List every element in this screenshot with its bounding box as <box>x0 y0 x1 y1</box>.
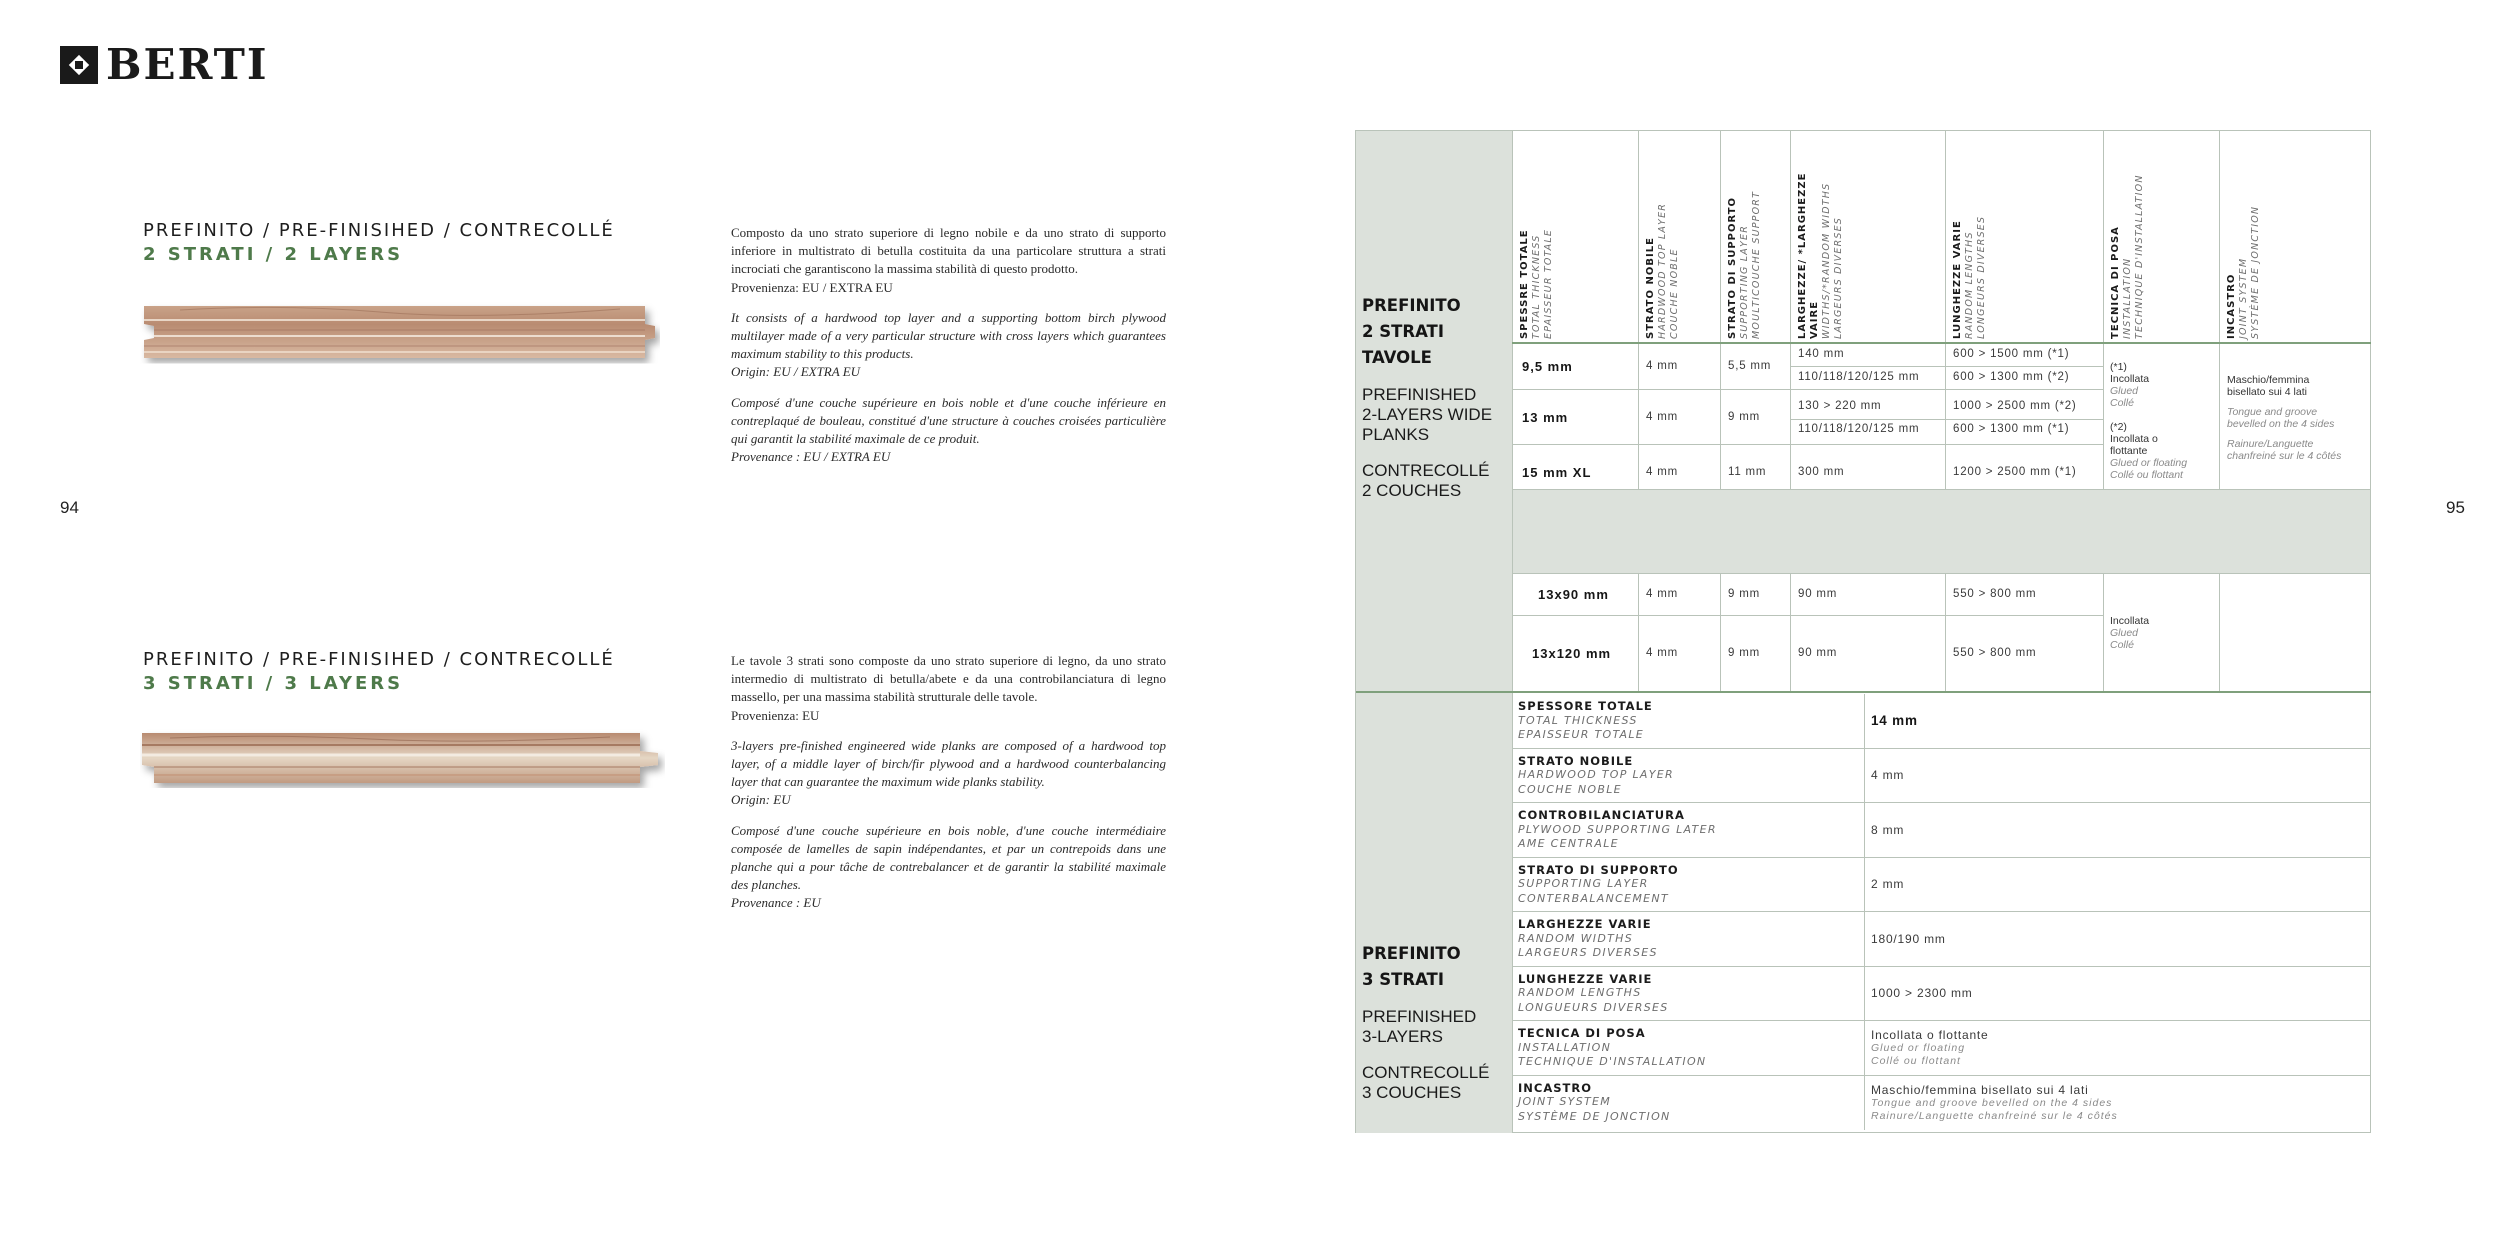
product-2-text-fr: Composé d'une couche supérieure en bois noble, d'une couche intermédiaire composée de lamelles de sapin indépendantes, et par un contrepoids dans une planche qui a pour tâche de contrebalancer et de garantir la stabilité maximale des planches. <box>731 822 1166 893</box>
col-header-joint-label: INCASTRO <box>2226 273 2237 339</box>
t3-row1-value <box>1864 694 2370 748</box>
col-header-lengths-label: LUNGHEZZE VARIE <box>1952 220 1963 339</box>
col-header-support-label: STRATO DI SUPPORTO <box>1727 196 1738 339</box>
install-note-2-ref: (*2) <box>2110 421 2127 433</box>
t3-row5-en: RANDOM WIDTHS <box>1518 931 1633 945</box>
side-3-fr-1: CONTRECOLLÉ <box>1362 1063 1490 1082</box>
t3-row3-label: CONTROBILANCIATURA <box>1518 808 1685 822</box>
t3-row5-value-text: 180/190 mm <box>1871 931 1946 946</box>
page-number-left: 94 <box>60 498 79 517</box>
product-1-title-text: PREFINITO / PRE-FINISIHED / CONTRECOLLÉ <box>143 220 615 241</box>
t3-row7-value-it: Incollata o flottante <box>1871 1027 1989 1042</box>
t3-row8-en: JOINT SYSTEM <box>1518 1095 1612 1108</box>
t3-row7-value-fr: Collé ou flottant <box>1871 1054 1961 1067</box>
install-note-1-it: Incollata <box>2110 373 2150 385</box>
row2-width-2: 110/118/120/125 mm <box>1798 423 1920 435</box>
plank-2-layers-image <box>140 300 660 366</box>
product-1-description <box>731 224 1166 466</box>
install-note-3-it: Incollata <box>2110 615 2150 627</box>
product-2-origin-it: Provenienza: EU <box>731 707 820 723</box>
table3-row-total-thickness <box>1512 694 2370 749</box>
col-header-widths-label-2: VAIRE <box>1809 300 1820 339</box>
row3-length: 1200 > 2500 mm (*1) <box>1953 466 2077 478</box>
row2-support: 9 mm <box>1728 411 1760 423</box>
side-3-title-1: PREFINITO <box>1362 944 1461 963</box>
install-note-1-en: Glued <box>2110 385 2139 397</box>
side-3-en <box>1362 1007 1506 1047</box>
col-header-widths-en: WIDTHS/*RANDOM WIDTHS <box>1821 182 1832 339</box>
col-header-top-layer-fr: COUCHE NOBLE <box>1669 248 1680 339</box>
t3-row6-en: RANDOM LENGTHS <box>1518 986 1642 999</box>
product-1-subtitle: 2 STRATI / 2 LAYERS <box>143 244 404 265</box>
t3-row8-value-it: Maschio/femmina bisellato sui 4 lati <box>1871 1082 2089 1097</box>
t3-row7-value-en: Glued or floating <box>1871 1041 1966 1054</box>
col-header-widths-fr: LARGEURS DIVERSES <box>1833 216 1844 339</box>
row3-thickness: 15 mm XL <box>1522 465 1592 480</box>
col-header-installation-label: TECNICA DI POSA <box>2110 226 2121 339</box>
table3-row-lengths <box>1512 967 2370 1022</box>
col-header-support <box>1720 131 1790 343</box>
t3-row6-value <box>1864 967 2370 1021</box>
row5-length: 550 > 800 mm <box>1953 647 2037 659</box>
t3-row3-fr: AME CENTRALE <box>1518 837 1619 850</box>
row1-top-layer: 4 mm <box>1646 360 1678 372</box>
row3-top-layer: 4 mm <box>1646 466 1678 478</box>
col-header-support-en: SUPPORTING LAYER <box>1739 224 1750 339</box>
install-note-2-it2: flottante <box>2110 445 2148 457</box>
side-2-fr <box>1362 461 1506 501</box>
col-header-top-layer-label: STRATO NOBILE <box>1645 237 1656 339</box>
col-header-total-thickness <box>1512 131 1638 343</box>
t3-row7-value <box>1864 1021 2370 1075</box>
t3-row1-value-text: 14 mm <box>1871 713 1918 729</box>
product-1-origin-it: Provenienza: EU / EXTRA EU <box>731 279 893 295</box>
product-2-origin-fr: Provenance : EU <box>731 895 821 911</box>
joint-note-it: Maschio/femmina <box>2227 374 2310 386</box>
t3-row4-fr: CONTERBALANCEMENT <box>1518 891 1669 905</box>
t3-row6-label: LUNGHEZZE VARIE <box>1518 971 1653 986</box>
col-header-top-layer <box>1638 131 1720 343</box>
t3-row6-value-text: 1000 > 2300 mm <box>1871 986 1973 1001</box>
col-header-widths <box>1790 131 1945 343</box>
table-spacer-band <box>1513 490 2370 573</box>
t3-row4-label: STRATO DI SUPPORTO <box>1518 862 1679 877</box>
berti-logo-mark-icon <box>60 46 98 84</box>
plank-3-layers-image <box>140 727 665 793</box>
install-note-3-fr: Collé <box>2110 639 2134 651</box>
side-2-en-2: 2-LAYERS WIDE <box>1362 405 1493 424</box>
col-header-installation-fr: TECHNIQUE D'INSTALLATION <box>2134 174 2145 339</box>
t3-row6-fr: LONGUEURS DIVERSES <box>1518 1000 1669 1014</box>
side-3-en-2: 3-LAYERS <box>1362 1027 1443 1046</box>
t3-row4-value-text: 2 mm <box>1871 877 1905 892</box>
col-header-joint-en: JOINT SYSTEM <box>2238 257 2249 339</box>
table3-row-widths <box>1512 912 2370 967</box>
product-1-title <box>143 219 615 267</box>
table-2-strati-side <box>1356 131 1512 691</box>
side-2-fr-1: CONTRECOLLÉ <box>1362 461 1490 480</box>
t3-row2-value-text: 4 mm <box>1871 768 1905 783</box>
t3-row1-en: TOTAL THICKNESS <box>1518 713 1638 727</box>
t3-row3-en: PLYWOOD SUPPORTING LATER <box>1518 822 1717 836</box>
product-2-text-en: 3-layers pre-finished engineered wide planks are composed of a hardwood top layer, of a middle layer of birch/fir plywood and a hardwood counterbalancing layer that can guarantee the maximum wide planks stability. <box>731 737 1166 790</box>
side-2-title-2: 2 STRATI TAVOLE <box>1362 322 1444 367</box>
t3-row5-value <box>1864 912 2370 966</box>
row1-length-2: 600 > 1300 mm (*2) <box>1953 371 2070 383</box>
t3-row2-value <box>1864 749 2370 803</box>
col-header-joint <box>2219 131 2371 343</box>
product-2-origin-en: Origin: EU <box>731 792 791 808</box>
side-3-fr <box>1362 1063 1506 1103</box>
row1-width-1: 140 mm <box>1798 348 1845 360</box>
col-header-support-fr: MOULTICOUCHE SUPPORT <box>1751 190 1762 339</box>
product-1-text-it: Composto da uno strato superiore di legno nobile e da uno strato di supporto inferiore in multistrato di betulla costituita da una particolare struttura a strati incrociati che garantiscono la massima stabilità di questo prodotto. <box>731 225 1166 277</box>
install-note-3-en: Glued <box>2110 627 2139 639</box>
t3-row7-fr: TECHNIQUE D'INSTALLATION <box>1518 1055 1707 1068</box>
t3-row5-fr: LARGEURS DIVERSES <box>1518 946 1658 959</box>
table3-row-support <box>1512 858 2370 913</box>
row4-support: 9 mm <box>1728 588 1760 600</box>
row2-top-layer: 4 mm <box>1646 411 1678 423</box>
product-1-text-en: It consists of a hardwood top layer and a supporting bottom birch plywood multilayer made of a very particular structure with cross layers which guarantees maximum stability to this products. <box>731 309 1166 362</box>
side-2-en-3: PLANKS <box>1362 425 1430 444</box>
row1-width-2: 110/118/120/125 mm <box>1798 371 1920 383</box>
row5-top-layer: 4 mm <box>1646 647 1678 659</box>
col-header-lengths-fr: LONGEURS DIVERSES <box>1976 215 1987 339</box>
t3-row3-value-text: 8 mm <box>1871 822 1905 837</box>
t3-row8-value-fr: Rainure/Languette chanfreiné sur le 4 côtés <box>1871 1109 2118 1122</box>
row2-length-2: 600 > 1300 mm (*1) <box>1953 423 2070 435</box>
t3-row4-en: SUPPORTING LAYER <box>1518 877 1649 890</box>
product-1-text-fr: Composé d'une couche supérieure en bois noble et d'une couche inférieure en contreplaqué de bouleau, constitué d'une structure à couches croisées particulière qui garantit la stabilité maximale de ce produit. <box>731 394 1166 447</box>
product-2-title-text: PREFINITO / PRE-FINISIHED / CONTRECOLLÉ <box>143 649 615 670</box>
t3-row8-value-en: Tongue and groove bevelled on the 4 sides <box>1871 1096 2113 1109</box>
t3-row4-value <box>1864 858 2370 912</box>
table3-row-installation <box>1512 1021 2370 1076</box>
row1-length-1: 600 > 1500 mm (*1) <box>1953 348 2070 360</box>
row5-support: 9 mm <box>1728 647 1760 659</box>
table3-row-joint <box>1512 1076 2370 1131</box>
install-note-1-ref: (*1) <box>2110 361 2127 373</box>
t3-row3-value <box>1864 803 2370 857</box>
table-3-strati-side <box>1356 693 1512 1133</box>
page-number-right: 95 <box>2446 498 2465 517</box>
joint-note <box>2227 374 2341 462</box>
side-2-en-1: PREFINISHED <box>1362 385 1477 404</box>
col-header-installation <box>2103 131 2219 343</box>
product-2-title <box>143 648 615 696</box>
joint-note-fr2: chanfreiné sur le 4 côtés <box>2227 450 2342 462</box>
joint-note-en2: bevelled on the 4 sides <box>2227 418 2335 430</box>
t3-row5-label: LARGHEZZE VARIE <box>1518 917 1652 931</box>
joint-note-it2: bisellato sui 4 lati <box>2227 386 2307 398</box>
product-1-origin-en: Origin: EU / EXTRA EU <box>731 364 861 380</box>
row2-length-1: 1000 > 2500 mm (*2) <box>1953 400 2077 412</box>
spec-table <box>1355 130 2371 1133</box>
col-header-widths-label: LARGHEZZE/ *LARGHEZZE <box>1797 172 1808 339</box>
col-header-installation-en: INSTALLATION <box>2122 257 2133 339</box>
row4-top-layer: 4 mm <box>1646 588 1678 600</box>
row4-length: 550 > 800 mm <box>1953 588 2037 600</box>
col-header-total-thickness-fr: EPAISSEUR TOTALE <box>1543 228 1554 339</box>
side-2-en <box>1362 385 1506 445</box>
col-header-top-layer-en: HARDWOOD TOP LAYER <box>1657 202 1668 339</box>
joint-note-fr: Rainure/Languette <box>2227 438 2314 450</box>
t3-row2-en: HARDWOOD TOP LAYER <box>1518 768 1674 781</box>
install-note-1-fr: Collé <box>2110 397 2134 409</box>
t3-row1-label: SPESSORE TOTALE <box>1518 699 1653 713</box>
t3-row8-fr: SYSTÈME DE JONCTION <box>1518 1109 1671 1123</box>
col-header-total-thickness-en: TOTAL THICKNESS <box>1531 234 1542 339</box>
product-2-subtitle: 3 STRATI / 3 LAYERS <box>143 673 404 694</box>
joint-note-en: Tongue and groove <box>2227 406 2318 418</box>
install-note-2 <box>2110 421 2187 481</box>
install-note-1 <box>2110 361 2149 409</box>
table3-row-top-layer <box>1512 749 2370 804</box>
row3-width: 300 mm <box>1798 466 1845 478</box>
product-2-text-it: Le tavole 3 strati sono composte da uno strato superiore di legno, da uno strato intermedio di multistrato di betulla/abete e da una controbilanciatura di legno massello, per una massima stabilità strutturale delle tavole. <box>731 653 1166 705</box>
table3-row-counterbalance <box>1512 803 2370 858</box>
row1-thickness: 9,5 mm <box>1522 359 1573 374</box>
row4-width: 90 mm <box>1798 588 1838 600</box>
brand-name: BERTI <box>106 40 269 89</box>
side-3-en-1: PREFINISHED <box>1362 1007 1477 1026</box>
install-note-2-en: Glued or floating <box>2110 457 2188 469</box>
row2-width-1: 130 > 220 mm <box>1798 400 1882 412</box>
row3-support: 11 mm <box>1728 466 1767 478</box>
side-2-fr-2: 2 COUCHES <box>1362 481 1462 500</box>
row5-width: 90 mm <box>1798 647 1838 659</box>
t3-row1-fr: EPAISSEUR TOTALE <box>1518 728 1645 741</box>
install-note-3 <box>2110 615 2149 651</box>
t3-row2-fr: COUCHE NOBLE <box>1518 782 1622 796</box>
col-header-lengths <box>1945 131 2103 343</box>
side-2-title-1: PREFINITO <box>1362 296 1461 315</box>
row2-thickness: 13 mm <box>1522 410 1569 425</box>
t3-row8-label: INCASTRO <box>1518 1080 1593 1095</box>
product-2-description <box>731 652 1166 913</box>
col-header-total-thickness-label: SPESSRE TOTALE <box>1519 229 1530 339</box>
col-header-joint-fr: SYSTÈME DE JONCTION <box>2250 205 2261 339</box>
product-1-origin-fr: Provenance : EU / EXTRA EU <box>731 449 891 465</box>
t3-row8-value <box>1864 1076 2370 1131</box>
side-3-fr-2: 3 COUCHES <box>1362 1083 1462 1102</box>
row5-thickness: 13x120 mm <box>1532 646 1612 661</box>
col-header-lengths-en: RANDOM LENGTHS <box>1964 231 1975 339</box>
install-note-2-it: Incollata o <box>2110 433 2158 445</box>
t3-row2-label: STRATO NOBILE <box>1518 753 1634 768</box>
berti-logo <box>60 40 269 89</box>
row1-support: 5,5 mm <box>1728 360 1772 372</box>
row4-thickness: 13x90 mm <box>1538 587 1609 602</box>
t3-row7-label: TECNICA DI POSA <box>1518 1026 1646 1040</box>
t3-row7-en: INSTALLATION <box>1518 1040 1612 1054</box>
install-note-2-fr: Collé ou flottant <box>2110 469 2183 481</box>
side-3-title-2: 3 STRATI <box>1362 970 1444 989</box>
